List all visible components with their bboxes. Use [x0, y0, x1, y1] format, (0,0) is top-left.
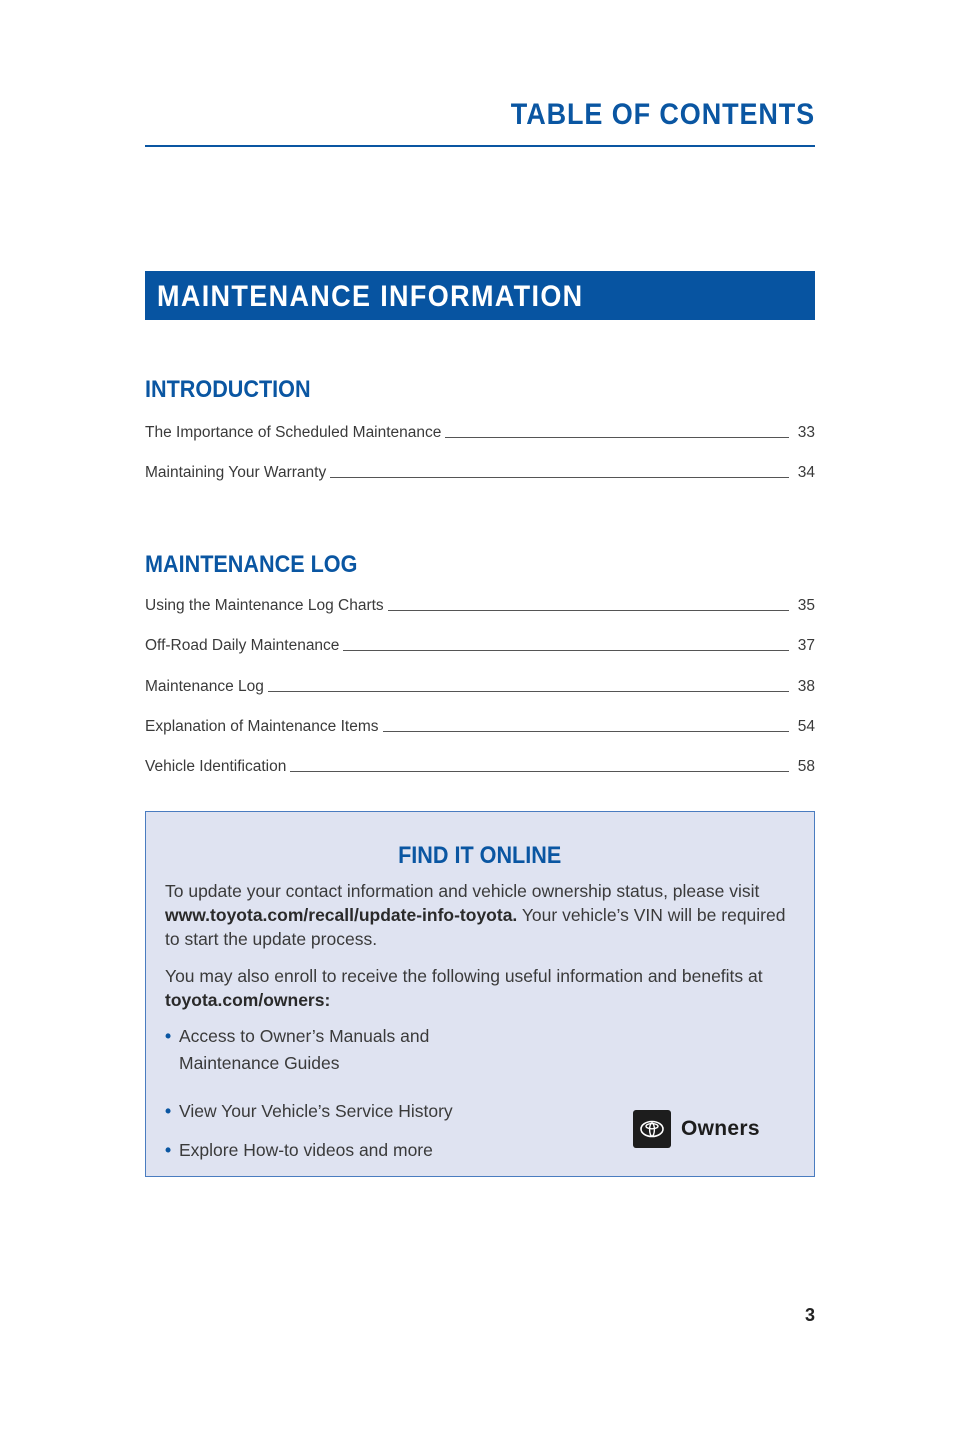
toc-entry-label: Maintenance Log [145, 678, 264, 695]
info-paragraph-enroll: You may also enroll to receive the following useful information and benefits at toyota.com/owners: [165, 966, 763, 1010]
toc-entry-page: 33 [797, 424, 815, 441]
toc-leader-line [388, 609, 789, 611]
banner-title: MAINTENANCE INFORMATION [157, 280, 584, 313]
toc-entry[interactable] [145, 674, 815, 696]
toc-entry-page: 37 [797, 637, 815, 654]
toc-entry-page: 58 [797, 758, 815, 775]
toc-entry-label: The Importance of Scheduled Maintenance [145, 424, 442, 441]
toyota-owners-badge[interactable] [633, 1110, 760, 1148]
toyota-logo-icon [633, 1110, 671, 1148]
toc-entry-page: 34 [797, 464, 815, 481]
toc-entry[interactable] [145, 593, 815, 615]
page-title: TABLE OF CONTENTS [510, 98, 815, 131]
list-item: • View Your Vehicle’s Service History [165, 1098, 453, 1125]
toc-entry-label: Vehicle Identification [145, 758, 287, 775]
list-item: • Access to Owner’s Manuals and Maintenance Guides [165, 1023, 429, 1077]
owners-badge-label: Owners [681, 1117, 760, 1140]
toc-entry-label: Off-Road Daily Maintenance [145, 637, 340, 654]
toc-entry[interactable] [145, 460, 815, 482]
find-it-online-box [145, 811, 815, 1177]
toc-leader-line [343, 649, 789, 651]
toc-entry-label: Using the Maintenance Log Charts [145, 597, 384, 614]
section-title-introduction: INTRODUCTION [145, 376, 311, 403]
toc-leader-line [290, 770, 789, 772]
page-number: 3 [804, 1305, 815, 1325]
toc-entry-label: Explanation of Maintenance Items [145, 718, 379, 735]
toc-leader-line [330, 476, 789, 478]
toc-entry[interactable] [145, 754, 815, 776]
toc-leader-line [445, 436, 789, 438]
update-info-link[interactable]: www.toyota.com/recall/update-info-toyota. [165, 905, 518, 925]
toc-entry[interactable] [145, 633, 815, 655]
toc-leader-line [383, 730, 790, 732]
toc-entry-page: 54 [797, 718, 815, 735]
toc-entry[interactable] [145, 714, 815, 736]
toc-entry-page: 35 [797, 597, 815, 614]
toc-entry-page: 38 [797, 678, 815, 695]
owners-link[interactable]: toyota.com/owners: [165, 990, 331, 1010]
section-banner [145, 271, 815, 320]
toc-entry[interactable] [145, 420, 815, 442]
section-title-maintenance-log: MAINTENANCE LOG [145, 551, 358, 578]
page-header [145, 98, 815, 147]
toc-leader-line [268, 690, 789, 692]
info-box-title: FIND IT ONLINE [398, 842, 562, 869]
toc-entry-label: Maintaining Your Warranty [145, 464, 327, 481]
list-item: • Explore How-to videos and more [165, 1137, 433, 1164]
info-paragraph-update: To update your contact information and vehicle ownership status, please visit www.toyota.com/recall/update-info-toyota. Your vehicle’s VIN will be required to start the update process. [165, 881, 786, 949]
toyota-logo-svg [633, 1110, 671, 1148]
